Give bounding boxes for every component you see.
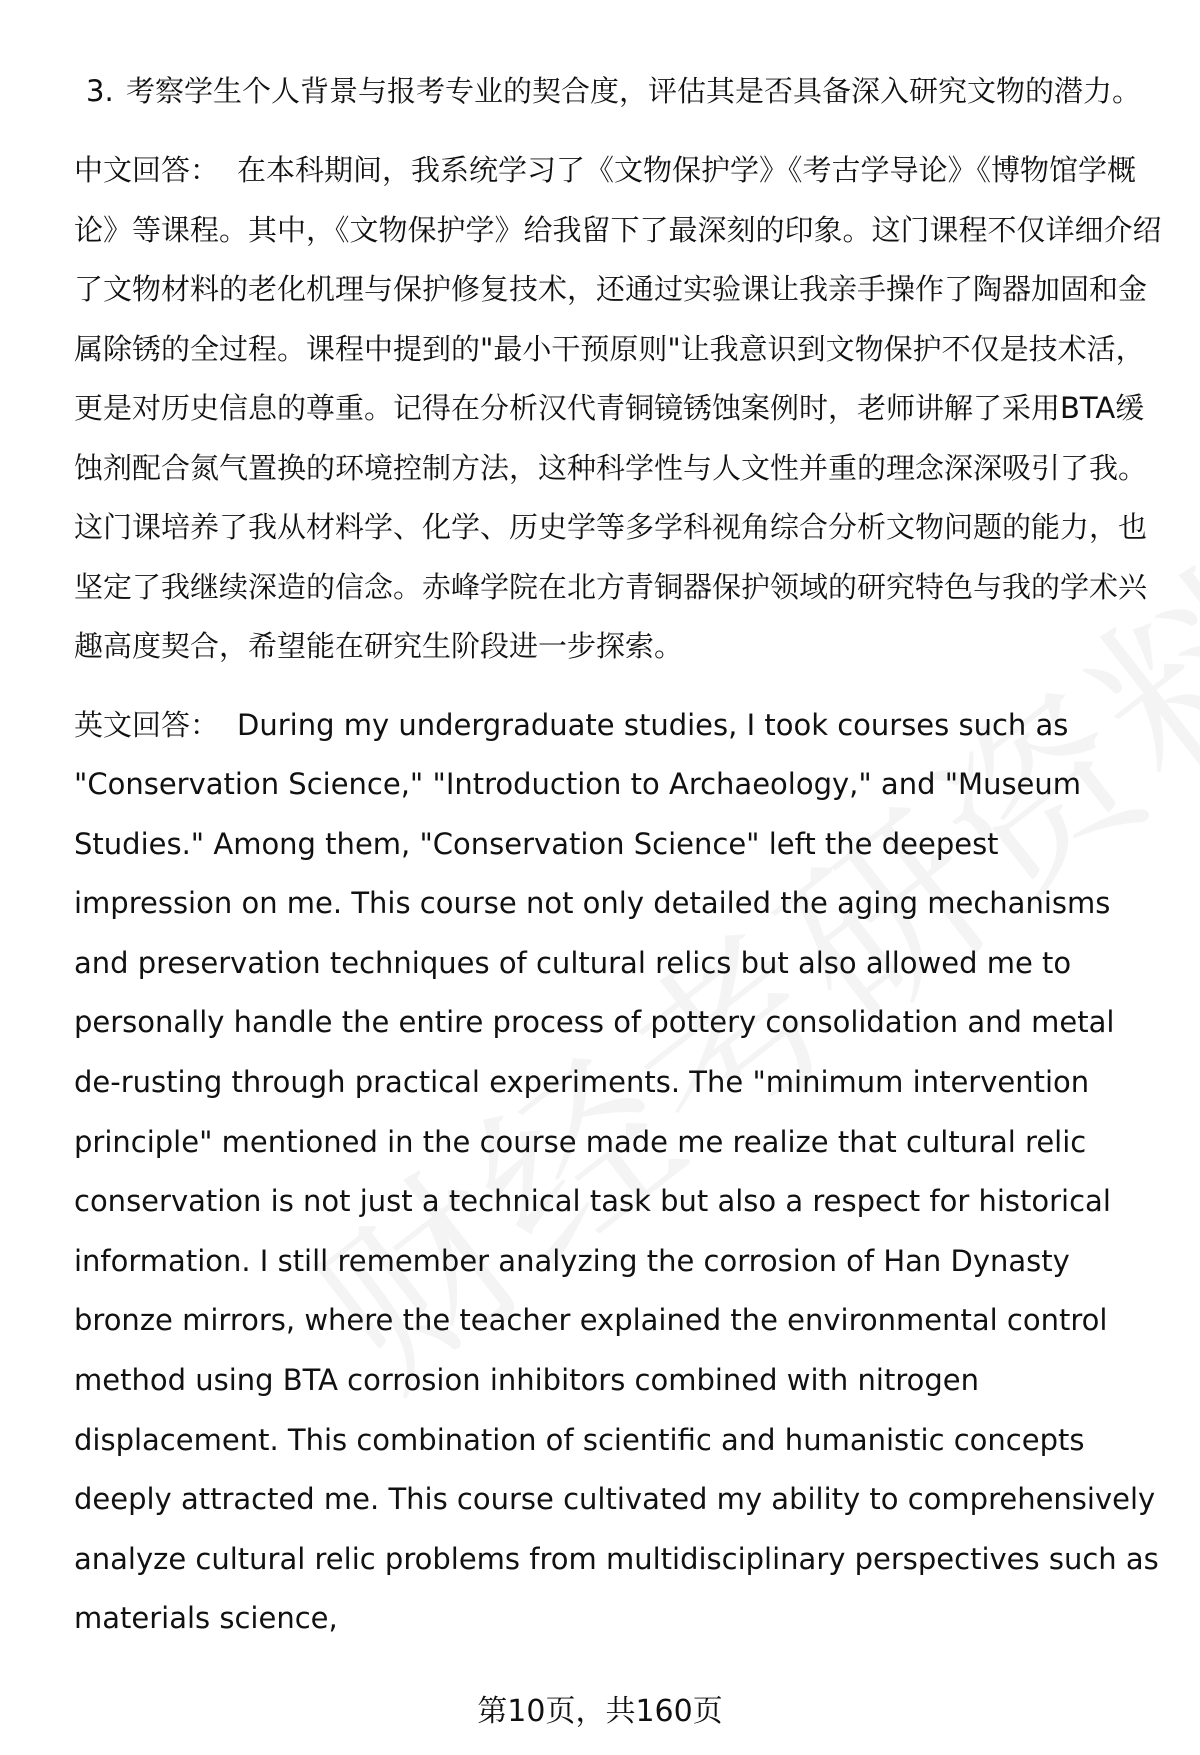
page-content [74,62,1164,1649]
question-number: 3. [86,74,114,108]
chinese-answer-label: 中文回答： [74,153,220,187]
english-answer [74,696,1164,1650]
chinese-answer-text: 在本科期间，我系统学习了《文物保护学》《考古学导论》《博物馆学概论》等课程。其中，《文物保护学》给我留下了最深刻的印象。这门课程不仅详细介绍了文物材料的老化机理与保护修复技术，还通过实验课让我亲手操作了陶器加固和金属除锈的全过程。课程中提到的"最小干预原则"让我意识到文物保护不仅是技术活，更是对历史信息的尊重。记得在分析汉代青铜镜锈蚀案例时，老师讲解了采用BTA缓蚀剂配合氮气置换的环境控制方法，这种科学性与人文性并重的理念深深吸引了我。这门课培养了我从材料学、化学、历史学等多学科视角综合分析文物问题的能力，也坚定了我继续深造的信念。赤峰学院在北方青铜器保护领域的研究特色与我的学术兴趣高度契合，希望能在研究生阶段进一步探索。 [74,153,1162,663]
chinese-answer [74,141,1164,677]
english-answer-text: During my undergraduate studies, I took courses such as "Conservation Science," "Introduction to Archaeology," and "Museum Studies." Among them, "Conservation Science" left the deepest impression on me. This course not only detailed the aging mechanisms and preservation techniques of cultural relics but also allowed me to personally handle the entire process of pottery consolidation and metal de-rusting through practical experiments. The "minimum intervention principle" mentioned in the course made me realize that cultural relic conservation is not just a technical task but also a respect for historical information. I still remember analyzing the corrosion of Han Dynasty bronze mirrors, where the teacher explained the environmental control method using BTA corrosion inhibitors combined with nitrogen displacement. This combination of scientific and humanistic concepts deeply attracted me. This course cultivated my ability to comprehensively analyze cultural relic problems from multidisciplinary perspectives such as materials science, [74,707,1159,1636]
question-text: 考察学生个人背景与报考专业的契合度，评估其是否具备深入研究文物的潜力。 [126,74,1142,108]
page-number-footer: 第10页，共160页 [477,1694,723,1729]
question-item [74,62,1164,121]
english-answer-label: 英文回答： [74,707,220,742]
